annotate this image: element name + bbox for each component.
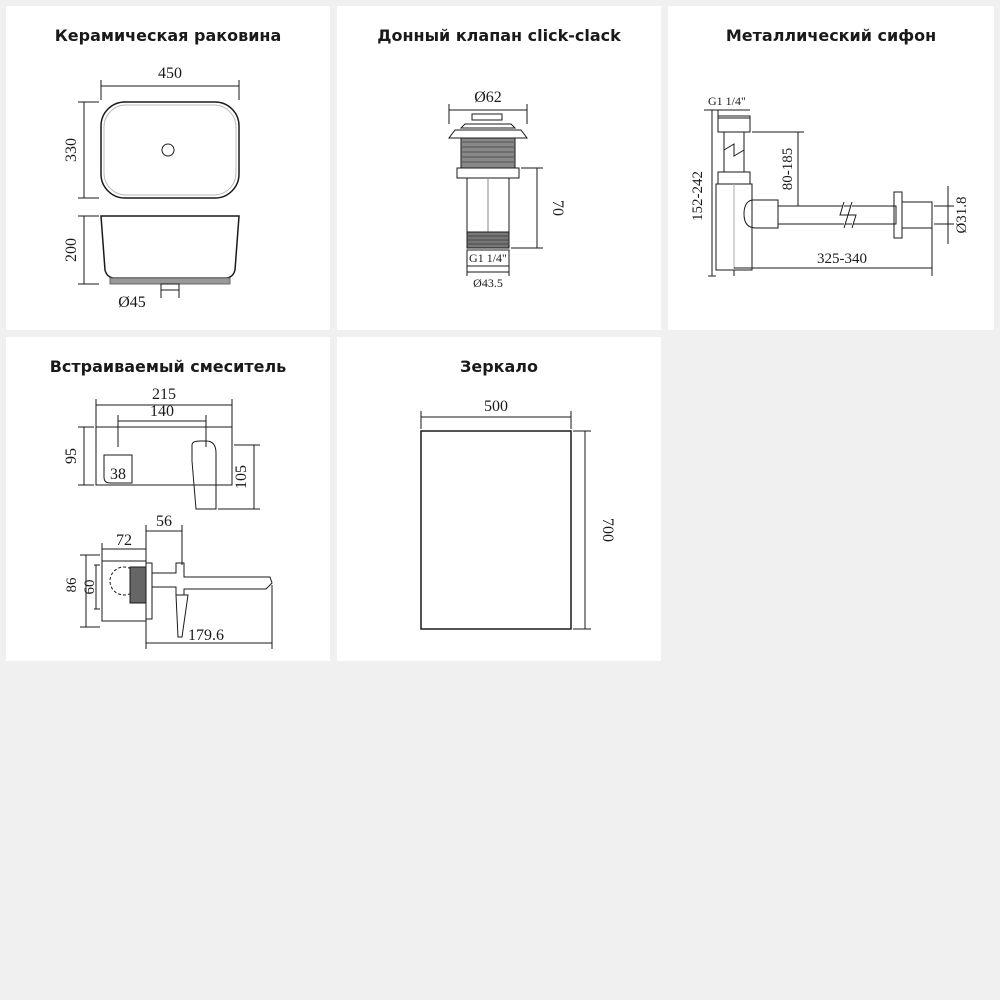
card-title: Встраиваемый смеситель — [49, 357, 287, 376]
basin-drawing — [6, 6, 330, 330]
card-title: Металлический сифон — [725, 26, 937, 45]
valve-base-label: Ø43.5 — [473, 276, 503, 290]
mirror-height-label: 700 — [599, 518, 616, 542]
basin-width-label: 450 — [158, 65, 182, 82]
card-title: Донный клапан click-clack — [377, 26, 621, 45]
siphon-height-label: 152-242 — [690, 171, 706, 221]
card-title: Зеркало — [459, 357, 539, 376]
siphon-offset-label: 80-185 — [780, 147, 796, 191]
card-ceramic-basin — [6, 6, 330, 330]
siphon-pipe-label: Ø31.8 — [954, 196, 970, 234]
card-title: Керамическая раковина — [54, 26, 282, 45]
card-mirror — [337, 337, 661, 661]
mixer-body-height-label: 86 — [64, 577, 80, 593]
valve-drawing — [337, 6, 661, 330]
basin-drain-label: Ø45 — [118, 294, 146, 311]
mixer-plate-height-label: 95 — [63, 448, 80, 464]
siphon-length-label: 325-340 — [817, 251, 867, 267]
basin-depth-label: 330 — [63, 138, 80, 162]
mirror-drawing — [337, 337, 661, 661]
card-built-in-mixer — [6, 337, 330, 661]
mixer-body-inner-label: 60 — [82, 579, 98, 595]
mixer-handle-label: 38 — [110, 466, 126, 483]
basin-height-label: 200 — [63, 238, 80, 262]
mixer-spacing-label: 140 — [150, 403, 174, 420]
card-metal-siphon — [668, 6, 994, 330]
mixer-body-depth-label: 72 — [116, 532, 132, 549]
mixer-spout-length-label: 179.6 — [188, 627, 224, 644]
valve-height-label: 70 — [549, 200, 566, 216]
valve-thread-label: G1 1/4" — [469, 251, 507, 265]
valve-cap-label: Ø62 — [474, 89, 502, 106]
mixer-plate-width-label: 215 — [152, 386, 176, 403]
siphon-drawing — [668, 6, 994, 330]
mixer-drawing — [6, 337, 330, 661]
siphon-thread-label: G1 1/4" — [708, 94, 746, 108]
mixer-spout-height-label: 105 — [233, 465, 250, 489]
mirror-width-label: 500 — [484, 398, 508, 415]
mixer-spout-depth-label: 56 — [156, 513, 172, 530]
card-click-clack-valve — [337, 6, 661, 330]
